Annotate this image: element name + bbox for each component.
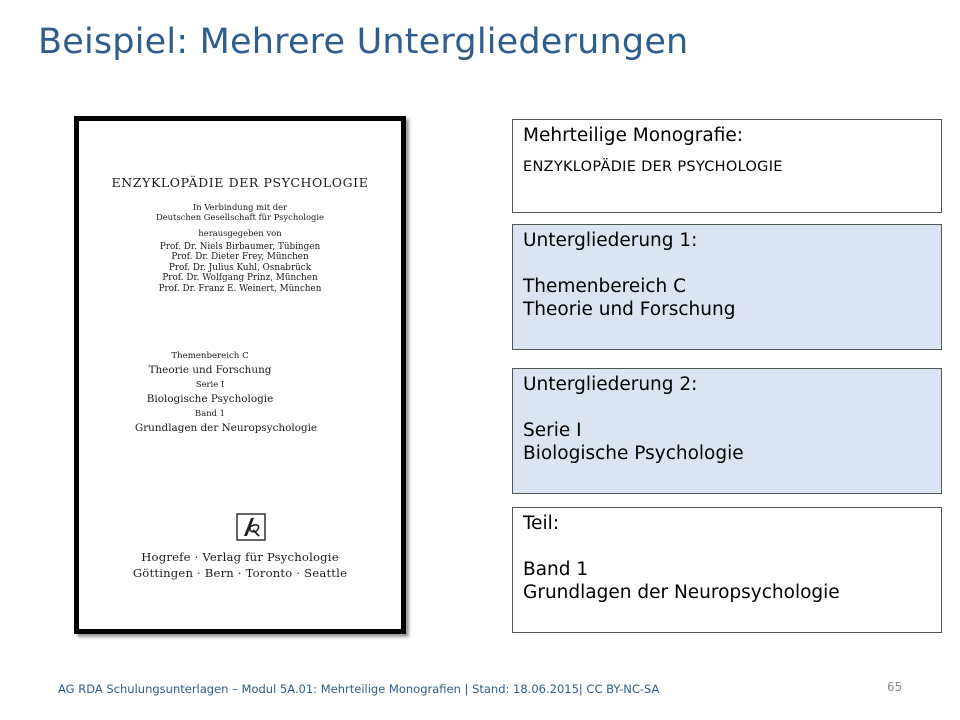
box-value-line-2: Grundlagen der Neuropsychologie bbox=[523, 582, 840, 603]
cover-area-name: Theorie und Forschung bbox=[148, 364, 272, 376]
cover-editor: Prof. Dr. Niels Birbaumer, Tübingen bbox=[159, 242, 321, 252]
book-cover-page bbox=[79, 121, 401, 629]
box-value-line-2: Biologische Psychologie bbox=[523, 443, 744, 464]
box-multipart-monograph bbox=[512, 119, 942, 213]
cover-editor-list bbox=[79, 242, 401, 294]
box-subdivision-2 bbox=[512, 368, 942, 494]
box-label: Untergliederung 2: bbox=[523, 374, 698, 395]
box-value-line-2: Theorie und Forschung bbox=[523, 299, 736, 320]
slide-footer: AG RDA Schulungsunterlagen – Modul 5A.01: Mehrteilige Monografien | Stand: 18.06.2015| CC BY-NC-SA bbox=[58, 682, 660, 696]
cover-series-title: ENZYKLOPÄDIE DER PSYCHOLOGIE bbox=[111, 175, 369, 190]
cover-series-label: Serie I bbox=[195, 379, 225, 389]
cover-series-name: Biologische Psychologie bbox=[146, 393, 274, 405]
box-part bbox=[512, 507, 942, 633]
cover-area-label: Themenbereich C bbox=[171, 351, 249, 361]
box-subdivision-1 bbox=[512, 224, 942, 350]
cover-volume-label: Band 1 bbox=[195, 408, 225, 418]
cover-editor: Prof. Dr. Wolfgang Prinz, München bbox=[162, 273, 318, 284]
cover-association-line-1: In Verbindung mit der bbox=[192, 202, 288, 212]
cover-volume-name: Grundlagen der Neuropsychologie bbox=[134, 422, 318, 434]
page-number: 65 bbox=[887, 680, 903, 694]
cover-editor: Prof. Dr. Dieter Frey, München bbox=[171, 252, 309, 263]
cover-publisher: Hogrefe · Verlag für Psychologie bbox=[141, 550, 339, 564]
cover-association-line-2: Deutschen Gesellschaft für Psychologie bbox=[155, 212, 325, 222]
slide-title: Beispiel: Mehrere Untergliederungen bbox=[38, 22, 689, 62]
cover-edited-by: herausgegeben von bbox=[198, 228, 282, 238]
box-value-line-1: Themenbereich C bbox=[523, 276, 687, 297]
box-value-line-1: Band 1 bbox=[523, 559, 589, 580]
publisher-logo-icon bbox=[236, 513, 266, 541]
box-label: Untergliederung 1: bbox=[523, 230, 698, 251]
box-value-line-1: Serie I bbox=[523, 420, 582, 441]
cover-editor: Prof. Dr. Julius Kuhl, Osnabrück bbox=[168, 262, 312, 273]
box-label: Mehrteilige Monografie: bbox=[523, 125, 744, 146]
cover-publisher-places: Göttingen · Bern · Toronto · Seattle bbox=[132, 566, 348, 580]
box-value-line-1: ENZYKLOPÄDIE DER PSYCHOLOGIE bbox=[523, 159, 783, 175]
box-label: Teil: bbox=[523, 513, 560, 534]
book-cover-image bbox=[74, 116, 406, 634]
cover-editor: Prof. Dr. Franz E. Weinert, München bbox=[158, 283, 322, 294]
